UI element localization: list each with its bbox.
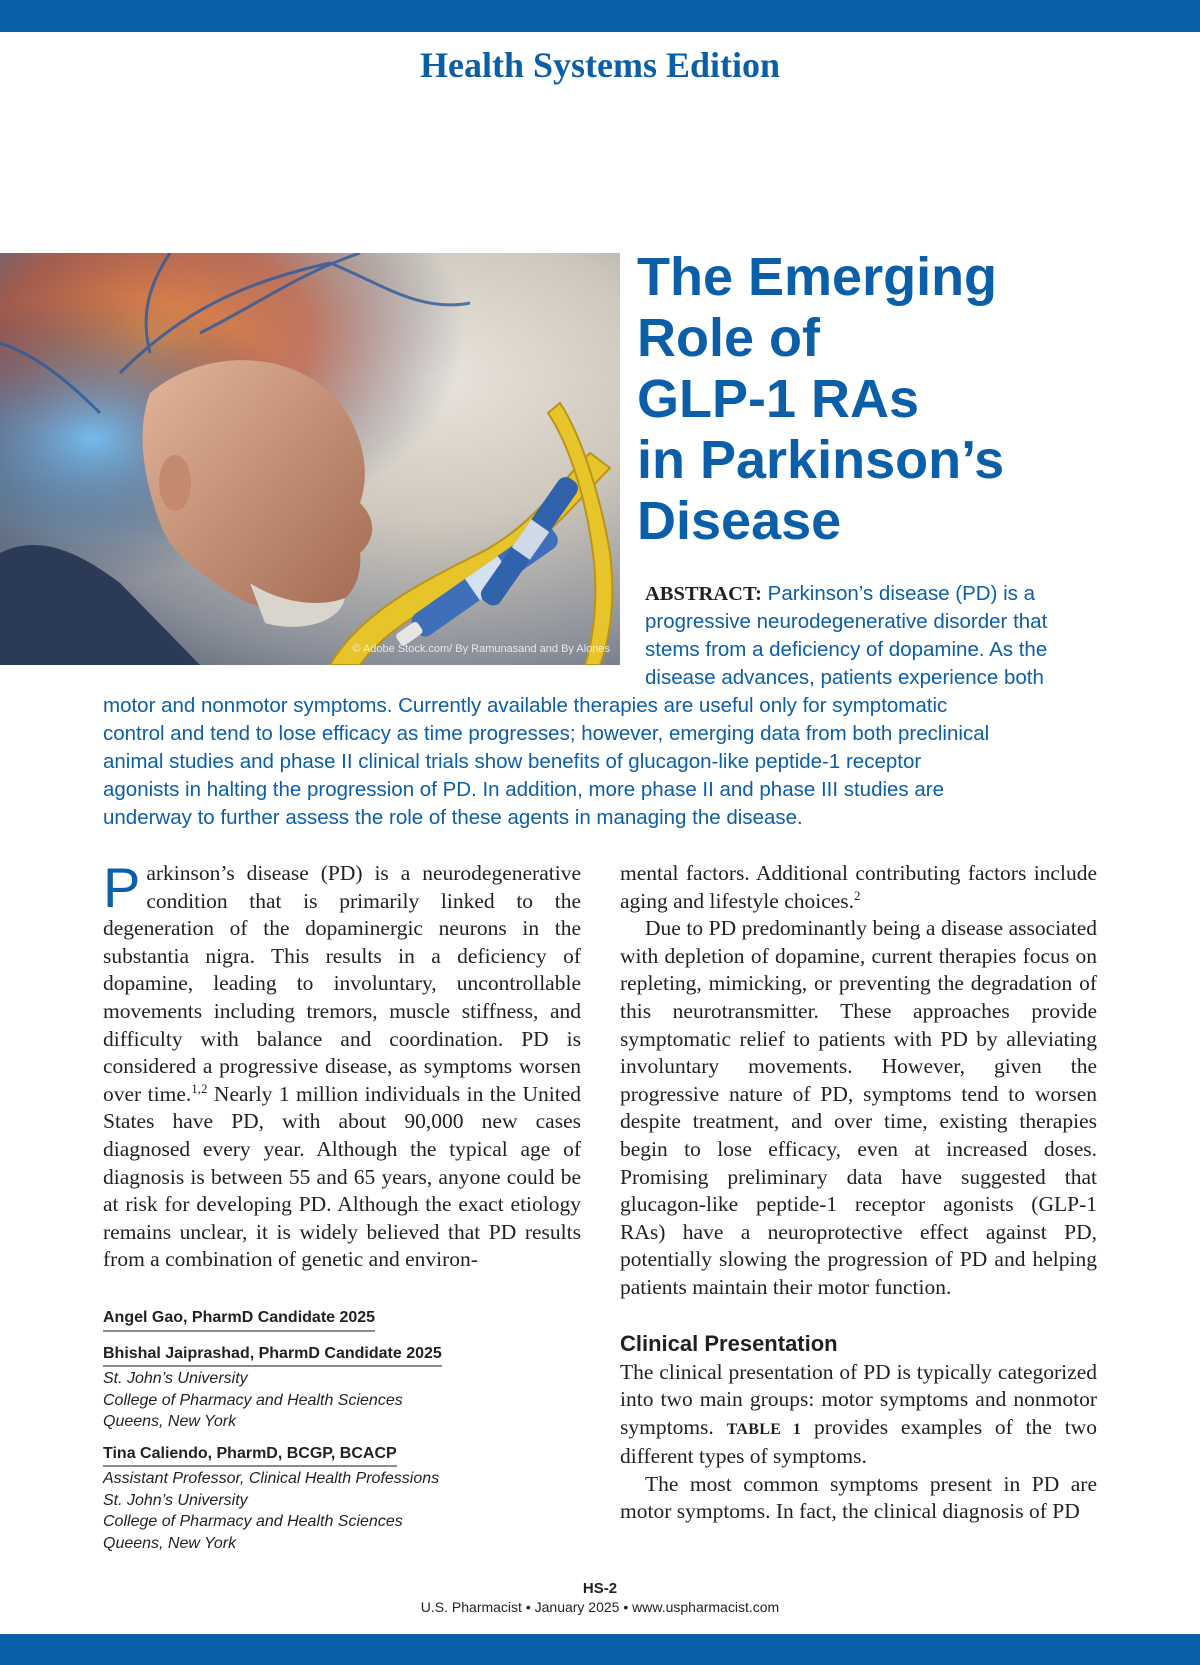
abstract-line-text: Parkinson’s disease (PD) is a [761, 582, 1036, 605]
author-entry [103, 1343, 543, 1433]
drop-cap: P [103, 856, 141, 919]
body-paragraph [620, 1359, 1097, 1471]
author-affiliation: College of Pharmacy and Health Sciences [103, 1391, 403, 1409]
reference-superscript: 2 [854, 887, 861, 903]
body-paragraph: The most common symptoms present in PD are motor symptoms. In fact, the clinical diagnosis of PD [620, 1471, 1097, 1524]
body-column-left [103, 856, 581, 1274]
publication-line[interactable]: U.S. Pharmacist • January 2025 • www.uspharmacist.com [420, 1599, 780, 1615]
abstract-line: animal studies and phase II clinical trials show benefits of glucagon-like peptide-1 receptor [103, 750, 922, 773]
title-line: Disease [637, 491, 842, 551]
author-affiliation: Queens, New York [103, 1413, 237, 1430]
title-line: in Parkinson’s [637, 430, 1005, 490]
page-number: HS-2 [582, 1580, 618, 1597]
author-affiliation: St. John’s University [103, 1491, 248, 1509]
title-line: GLP-1 RAs [637, 369, 920, 429]
paragraph-text: mental factors. Additional contributing factors include aging and lifestyle choices. [620, 861, 1097, 913]
abstract-line: underway to further assess the role of these agents in managing the disease. [103, 806, 803, 829]
top-color-bar [0, 0, 1200, 32]
abstract-line: disease advances, patients experience both [645, 666, 1044, 689]
author-affiliation: College of Pharmacy and Health Sciences [103, 1513, 403, 1530]
author-name: Angel Gao, PharmD Candidate 2025 [103, 1307, 375, 1332]
author-entry [103, 1443, 543, 1555]
title-line: Role of [637, 308, 820, 368]
body-paragraph: Due to PD predominantly being a disease associated with depletion of dopamine, current therapies focus on repleting, mimicking, or preventing the degradation of this neurotransmitter. These approaches provide symptomatic relief to patients with PD by alleviating involuntary movements. However, given the progressive nature of PD, symptoms tend to worsen despite treatment, and over time, existing therapies begin to lose efficacy, even at increased doses. Promising preliminary data have suggested that glucagon-like peptide-1 receptor agonists (GLP-1 RAs) have a neuroprotective effect against PD, potentially slowing the progression of PD and helping patients maintain their motor function. [620, 916, 1097, 1299]
table-reference[interactable]: TABLE 1 [726, 1420, 802, 1438]
author-affiliation: Assistant Professor, Clinical Health Professions [103, 1470, 440, 1487]
abstract-line: control and tend to lose efficacy as time progresses; however, emerging data from both preclinical [103, 722, 990, 745]
title-line: The Emerging [637, 247, 998, 307]
author-name: Bhishal Jaiprashad, PharmD Candidate 2025 [103, 1343, 442, 1368]
reference-superscript: 1,2 [191, 1080, 208, 1096]
hero-image [0, 253, 620, 665]
author-entry [103, 1307, 543, 1333]
author-affiliation: St. John’s University [103, 1370, 248, 1387]
body-column-right [620, 860, 1097, 1526]
paragraph-text: Nearly 1 million individuals in the United States have PD, with about 90,000 new cases diagnosed every year. Although the typical age of diagnosis is between 55 and 65 years, anyone could be at risk for developing PD. Although the exact etiology remains unclear, it is widely believed that PD results from a combination of genetic and environ- [103, 1081, 581, 1272]
abstract-line: stems from a deficiency of dopamine. As the [645, 638, 1048, 661]
abstract-narrow [645, 580, 1047, 692]
paragraph-text: The clinical presentation of PD is typically categorized into two main groups: motor symptoms and nonmotor symptoms. [620, 1359, 1097, 1439]
bottom-color-bar [0, 1634, 1200, 1665]
abstract-line: agonists in halting the progression of PD. In addition, more phase II and phase III studies are [103, 778, 945, 801]
abstract-wide [103, 692, 989, 832]
body-paragraph [103, 856, 581, 1274]
section-heading: Clinical Presentation [620, 1330, 838, 1356]
abstract-line [645, 580, 1047, 608]
paragraph-text: provides examples of the two different types of symptoms. [620, 1414, 1097, 1469]
author-affiliation: Queens, New York [103, 1534, 237, 1552]
abstract-line: motor and nonmotor symptoms. Currently available therapies are useful only for symptomatic [103, 694, 948, 717]
body-paragraph [620, 860, 1097, 915]
page-footer [0, 1580, 1200, 1616]
abstract-line: progressive neurodegenerative disorder that [645, 610, 1048, 633]
edition-heading: Health Systems Edition [419, 45, 781, 85]
hero-illustration [0, 253, 620, 665]
article-title [637, 247, 1177, 552]
author-block [103, 1307, 543, 1564]
author-name: Tina Caliendo, PharmD, BCGP, BCACP [103, 1443, 397, 1468]
image-credit: © Adobe Stock.com/ By Ramunasand and By Alones [352, 643, 610, 655]
abstract-label: ABSTRACT: [645, 583, 762, 605]
paragraph-text: arkinson’s disease (PD) is a neurodegenerative condition that is primarily linked to the degeneration of the dopaminergic neurons in the substantia nigra. This results in a deficiency of dopamine, leading to involuntary, uncontrollable movements including tremors, muscle stiffness, and difficulty with balance and coordination. PD is considered a progressive disease, as symptoms worsen over time. [103, 861, 581, 1106]
